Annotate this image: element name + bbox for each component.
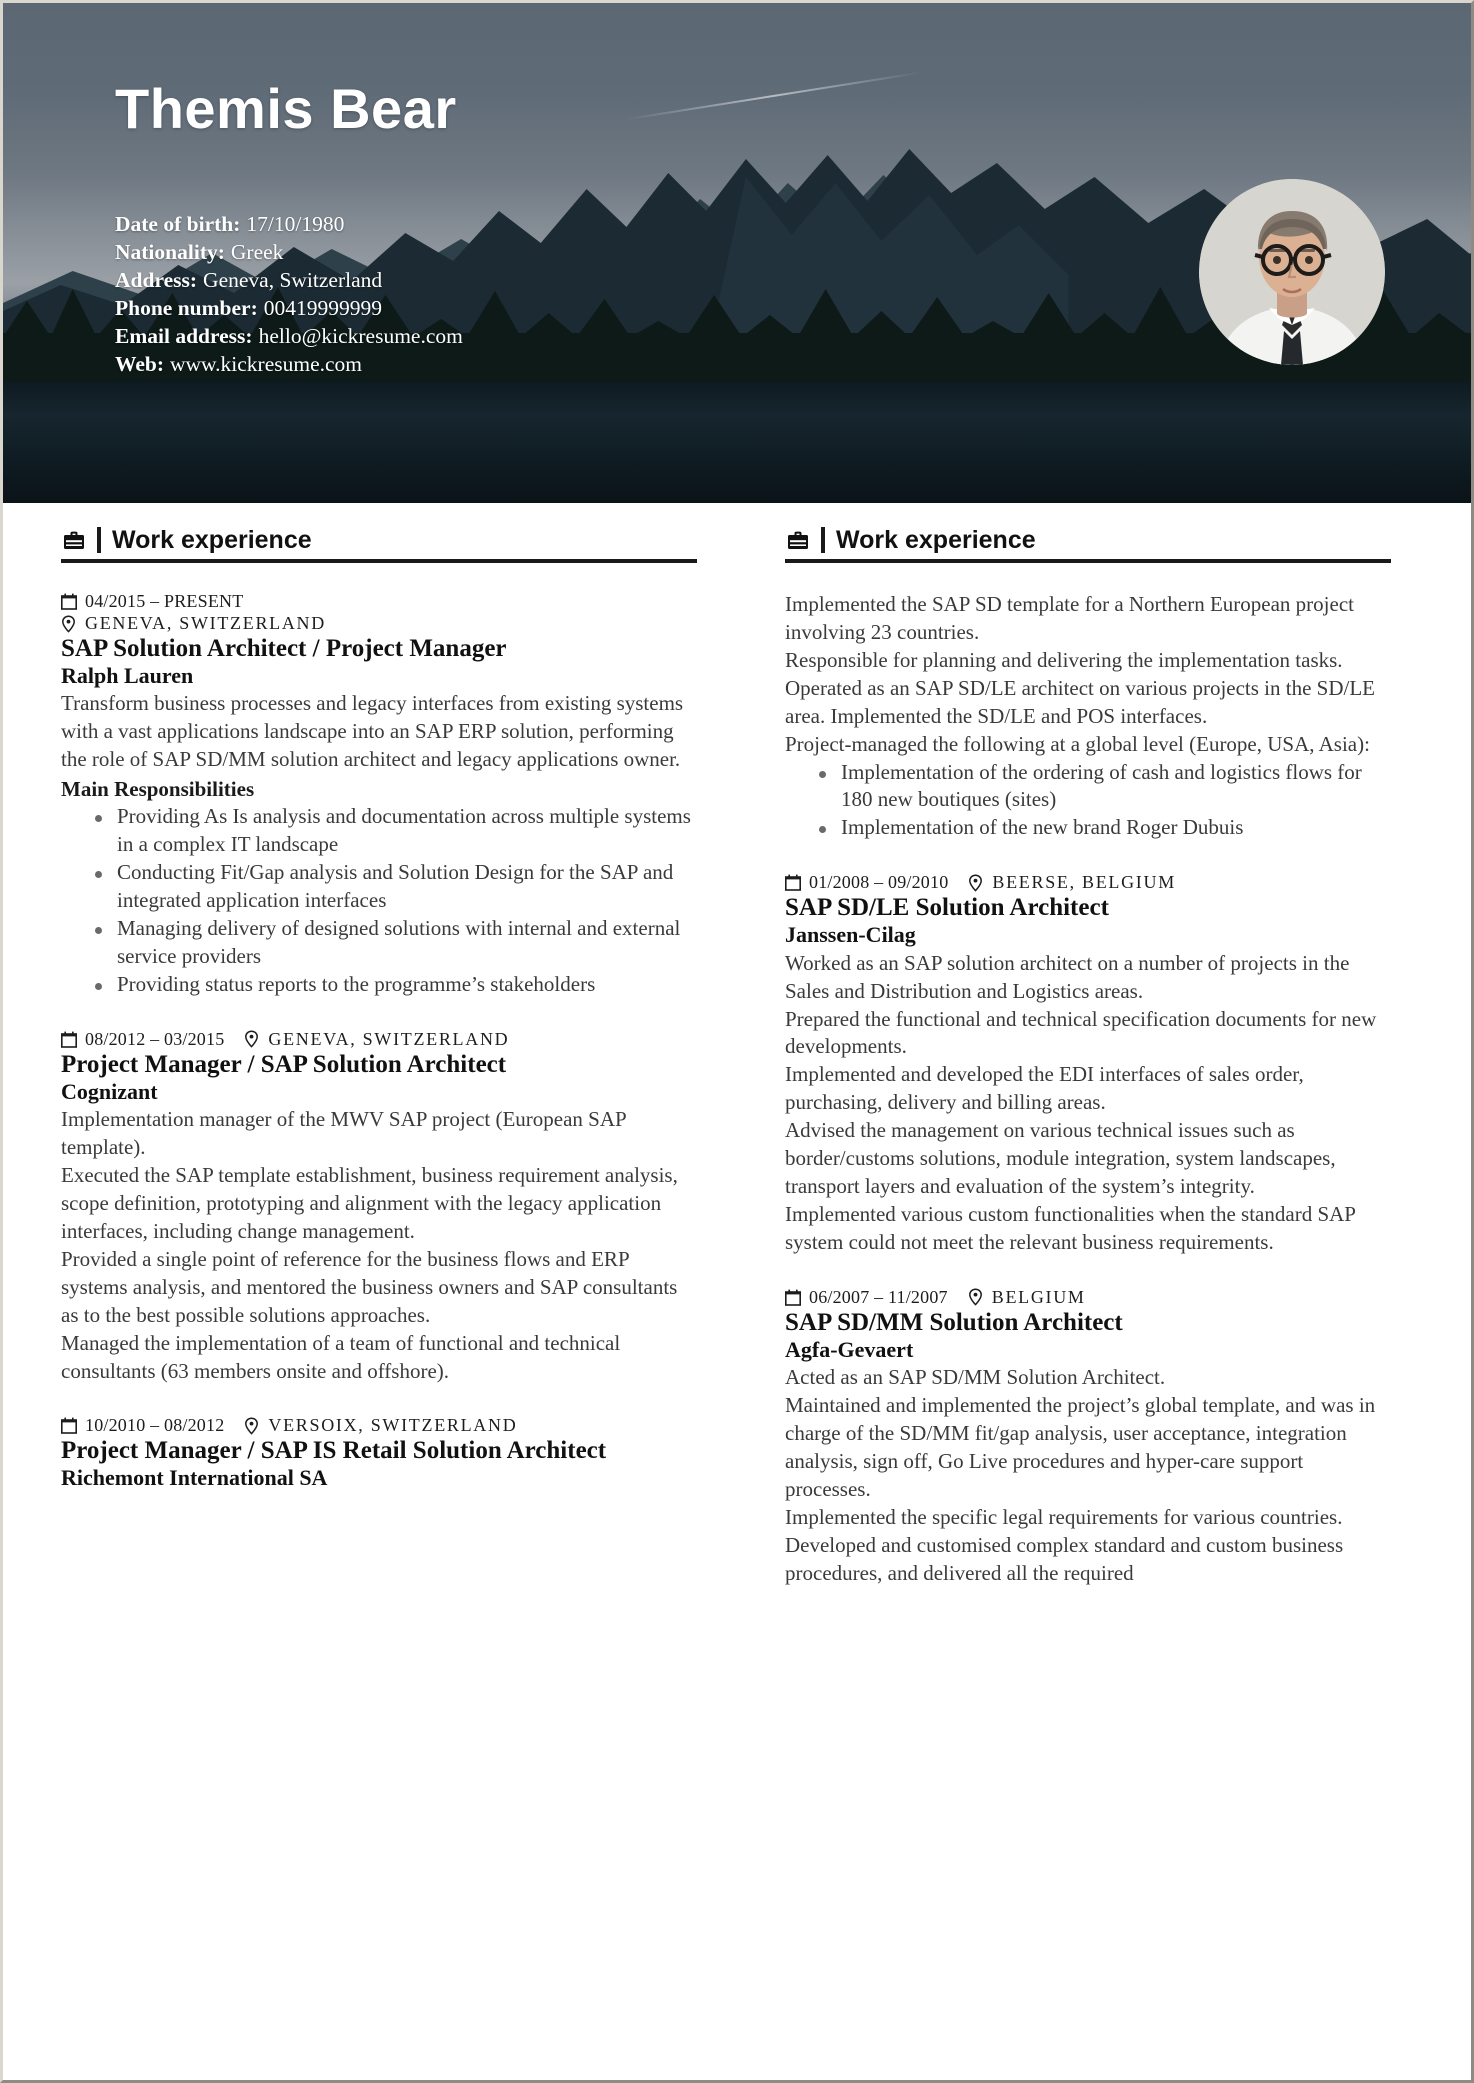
job-title: SAP SD/LE Solution Architect: [785, 894, 1109, 922]
entry-meta: [61, 1029, 697, 1050]
company-name: Richemont International SA: [61, 1465, 328, 1491]
section-header-work-experience-right: [785, 527, 1391, 563]
briefcase-icon: [785, 527, 811, 553]
section-title: Work experience: [112, 526, 312, 554]
company-name: Ralph Lauren: [61, 662, 194, 688]
contact-label: Phone number:: [115, 295, 258, 320]
work-entry: [61, 1415, 697, 1490]
entry-meta: [61, 1415, 697, 1436]
date-range: [785, 872, 948, 893]
date-text: 06/2007 – 11/2007: [809, 1286, 948, 1307]
map-pin-icon: [244, 1030, 261, 1049]
contact-value: 00419999999: [263, 295, 382, 320]
location: [61, 613, 326, 634]
contact-label: Nationality:: [115, 239, 225, 264]
job-description: Worked as an SAP solution architect on a number of projects in the Sales and Distribution and Logistics areas. Prepared the functional and technical specification documents for new developments. Implemented and developed the EDI interfaces of sales order, purchasing, delivery and billing areas. Advised the management on various technical issues such as border/customs solutions, module integration, system landscapes, transport layers and evaluation of the system’s integrity. Implemented various custom functionalities when the standard SAP system could not meet the relevant business requirements.: [785, 950, 1377, 1254]
job-description: Implementation manager of the MWV SAP project (European SAP template). Executed the SAP template establishment, business requirement analysis, scope definition, prototyping and alignment with the legacy application interfaces, including change management. Provided a single point of reference for the business flows and ERP systems analysis, and mentored the business owners and SAP consultants as to the best possible solutions approaches. Managed the implementation of a team of functional and technical consultants (63 members onsite and offshore).: [61, 1107, 678, 1383]
list-item: Providing As Is analysis and documentation across multiple systems in a complex IT landscape: [95, 803, 697, 859]
job-description: Acted as an SAP SD/MM Solution Architect. Maintained and implemented the project’s global template, and was in charge of the SD/MM fit/gap analysis, user acceptance, integration analysis, sign off, Go Live procedures and hyper-care support processes. Implemented the specific legal requirements for various countries. Developed and customised complex standard and custom business procedures, and delivered all the required: [785, 1365, 1376, 1585]
calendar-icon: [785, 873, 802, 892]
responsibility-list: [61, 803, 697, 998]
work-entry: [61, 591, 697, 999]
location-text: BELGIUM: [991, 1286, 1086, 1307]
contact-value: 17/10/1980: [246, 212, 345, 236]
contact-value[interactable]: hello@kickresume.com: [258, 323, 463, 348]
location: [244, 1029, 509, 1050]
contact-label: Web:: [115, 351, 164, 376]
job-title: SAP Solution Architect / Project Manager: [61, 635, 507, 662]
entry-meta: [785, 1287, 1391, 1308]
company-name: Cognizant: [61, 1078, 158, 1104]
location: [968, 872, 1176, 893]
calendar-icon: [785, 1288, 802, 1307]
date-text: 10/2010 – 08/2012: [85, 1415, 225, 1436]
page-title: Themis Bear: [115, 77, 457, 140]
location: [244, 1415, 517, 1436]
left-column: [3, 503, 737, 1588]
job-title: SAP SD/MM Solution Architect: [785, 1308, 1123, 1336]
list-item: Implementation of the ordering of cash and logistics flows for 180 new boutiques (sites): [819, 759, 1391, 815]
list-item: Providing status reports to the programme’s stakeholders: [95, 971, 697, 999]
company-name: Janssen-Cilag: [785, 922, 916, 948]
job-description: Implemented the SAP SD template for a Northern European project involving 23 countries. Responsible for planning and delivering the implementation tasks. Operated as an SAP SD/LE architect on various projects in the SD/LE area. Implemented the SD/LE and POS interfaces. Project-managed the following at a global level (Europe, USA, Asia):: [785, 592, 1375, 756]
location-text: BEERSE, BELGIUM: [992, 872, 1176, 893]
date-text: 01/2008 – 09/2010: [809, 872, 949, 893]
calendar-icon: [61, 592, 78, 611]
work-entry: [61, 1029, 697, 1386]
section-divider: [97, 527, 101, 553]
responsibility-list: [785, 759, 1391, 843]
job-title: Project Manager / SAP IS Retail Solution Architect: [61, 1437, 607, 1465]
map-pin-icon: [244, 1416, 261, 1435]
contact-label: Email address:: [115, 323, 253, 348]
calendar-icon: [61, 1416, 78, 1435]
avatar: [1199, 179, 1385, 365]
section-header-work-experience-left: [61, 527, 697, 563]
resume-header: [3, 3, 1471, 503]
briefcase-icon: [61, 527, 87, 553]
contact-value: Geneva, Switzerland: [203, 267, 383, 292]
work-entry: [785, 1287, 1391, 1588]
location: [968, 1287, 1086, 1308]
date-range: [61, 1029, 224, 1050]
contact-label: Address:: [115, 267, 198, 292]
job-title: Project Manager / SAP Solution Architect: [61, 1050, 507, 1078]
entry-meta: [785, 872, 1391, 893]
date-range: [785, 1287, 948, 1308]
job-description: Transform business processes and legacy interfaces from existing systems with a vast applications landscape into an SAP ERP solution, performing the role of SAP SD/MM solution architect and legacy applications owner.: [61, 691, 684, 772]
list-item: Managing delivery of designed solutions with internal and external service providers: [95, 915, 697, 971]
list-item: Implementation of the new brand Roger Dubuis: [819, 814, 1391, 842]
section-title: Work experience: [836, 526, 1036, 554]
date-range: [61, 591, 243, 612]
map-pin-icon: [968, 873, 985, 892]
work-entry-continuation: [785, 591, 1391, 842]
resume-body: [3, 503, 1471, 1588]
map-pin-icon: [61, 614, 78, 633]
date-text: 04/2015 – PRESENT: [85, 591, 244, 611]
entry-meta-date: [61, 591, 697, 612]
location-text: GENEVA, SWITZERLAND: [85, 613, 326, 633]
company-name: Agfa-Gevaert: [785, 1336, 914, 1362]
contact-label: Date of birth:: [115, 212, 241, 236]
contact-value: Greek: [230, 239, 284, 264]
section-divider: [821, 527, 825, 553]
responsibilities-heading: Main Responsibilities: [61, 777, 255, 802]
location-text: VERSOIX, SWITZERLAND: [268, 1415, 518, 1436]
right-column: [737, 503, 1471, 1588]
lake-water: [3, 381, 1471, 503]
location-text: GENEVA, SWITZERLAND: [268, 1028, 510, 1049]
map-pin-icon: [968, 1288, 985, 1307]
list-item: Conducting Fit/Gap analysis and Solution Design for the SAP and integrated application interfaces: [95, 859, 697, 915]
entry-meta-location: [61, 613, 697, 634]
date-range: [61, 1415, 224, 1436]
calendar-icon: [61, 1030, 78, 1049]
work-entry: [785, 872, 1391, 1257]
date-text: 08/2012 – 03/2015: [85, 1028, 225, 1049]
contact-value[interactable]: www.kickresume.com: [169, 351, 363, 376]
